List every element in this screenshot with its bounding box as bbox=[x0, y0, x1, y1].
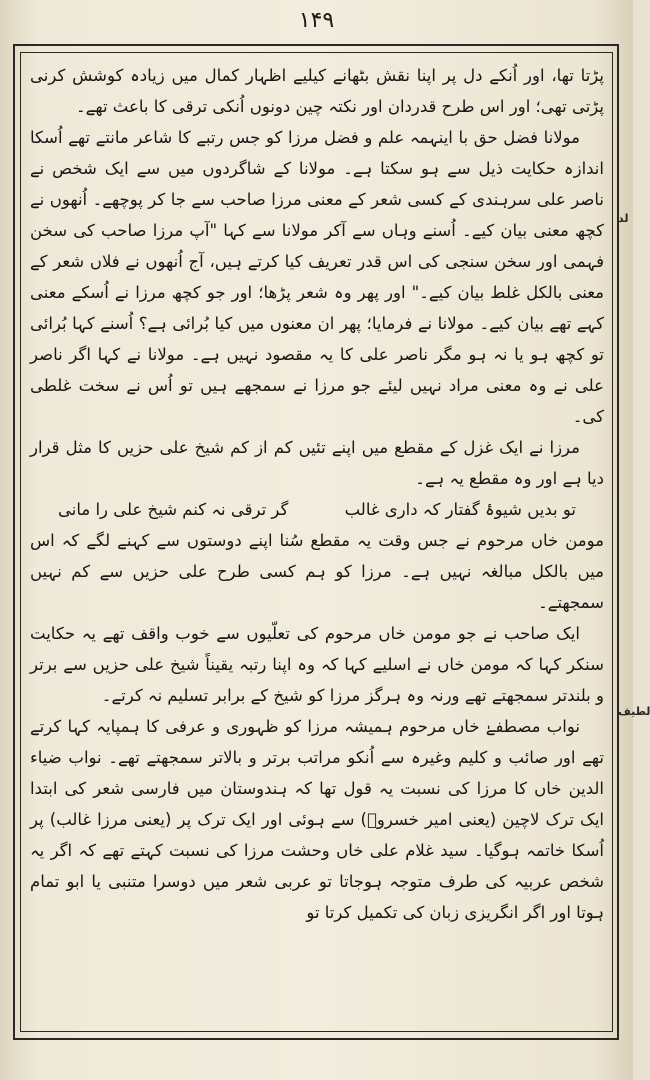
paragraph: پڑتا تھا، اور اُنکے دل پر اپنا نقش بٹھانے کیلیے اظہار کمال میں زیادہ کوشش کرنی پڑتی تھی؛ اور اس طرح قدردان اور نکتہ چین دونوں اُنکی ترقی کا باعث تھے۔ bbox=[30, 66, 604, 116]
couplet-second-hemistich: گر ترقی نہ کنم شیخ علی را مانی bbox=[58, 500, 289, 519]
paragraph: نواب مصطفےٰ خاں مرحوم ہمیشہ مرزا کو ظہوری و عرفی کا ہمپایہ کہا کرتے تھے اور صائب و کلیم وغیرہ سے اُنکو مراتب برتر و بالاتر سمجھتے تھے۔ نواب ضیاء الدین خاں کا مرزا کی نسبت یہ قول تھا کہ ہندوستان میں فارسی شعر کی ابتدا ایک ترک لاچین (یعنی امیر خسروؒ) سے ہوئی اور ایک ترک پر (یعنی مرزا غالب) پر اُسکا خاتمہ ہوگیا۔ سید غلام علی خاں وحشت مرزا کی نسبت کہتے تھے کہ اگر یہ شخص عربیہ کی طرف متوجہ ہوجاتا تو عربی شعر میں دوسرا متنبی یا ابو تمام ہوتا اور اگر انگریزی زبان کی تکمیل کرتا تو bbox=[30, 717, 604, 922]
paragraph: ایک صاحب نے جو مومن خاں مرحوم کی تعلّیوں سے خوب واقف تھے یہ حکایت سنکر کہا کہ مومن خاں نے اسلیے کہا کہ وہ اپنا رتبہ یقیناً شیخ علی حزیں سے برتر و بلندتر سمجھتے تھے ورنہ وہ ہرگز مرزا کو شیخ کے برابر تسلیم نہ کرتے۔ bbox=[30, 624, 604, 705]
couplet-first-hemistich: تو بدیں شیوۂ گفتار کہ داری غالب bbox=[344, 500, 576, 519]
poetry-couplet bbox=[30, 494, 604, 525]
paragraph: مرزا نے ایک غزل کے مقطع میں اپنے تئیں کم از کم شیخ علی حزیں کا مثل قرار دیا ہے اور وہ مقطع یہ ہے۔ bbox=[30, 438, 604, 488]
paragraph: مولانا فضل حق با اینہمہ علم و فضل مرزا کو جس رتبے کا شاعر مانتے تھے اُسکا اندازہ حکایت ذیل سے ہو سکتا ہے۔ مولانا کے شاگردوں میں سے ایک شخص نے ناصر علی سرہندی کے کسی شعر کے معنی مرزا صاحب سے جا کر پوچھے۔ اُنھوں نے کچھ معنی بیان کیے۔ اُسنے وہاں سے آکر مولانا سے کہا "آپ مرزا صاحب کی سخن فہمی اور سخن سنجی کی اس قدر تعریف کیا کرتے ہیں، آج اُنھوں نے فلاں شعر کے معنی بالکل غلط بیان کیے۔" اور پھر وہ شعر پڑھا؛ اور جو کچھ مرزا نے اُسکے معنی کہے تھے بیان کیے۔ مولانا نے فرمایا؛ پھر ان معنوں میں کیا بُرائی ہے؟ اُسنے کہا بُرائی تو کچھ ہو یا نہ ہو مگر ناصر علی کا یہ مقصود نہیں ہے۔ مولانا نے کہا اگر ناصر علی نے وہ معنی مراد نہیں لیئے جو مرزا نے سمجھے ہیں تو اُس نے سخت غلطی کی۔ bbox=[30, 128, 604, 426]
page-text bbox=[30, 60, 604, 1020]
margin-annotation: لد bbox=[618, 212, 629, 225]
paragraph: مومن خاں مرحوم نے جس وقت یہ مقطع سُنا اپنے دوستوں سے کہنے لگے کہ اس میں بالکل مبالغہ نہیں ہے۔ مرزا کو ہم کسی طرح علی حزیں سے کم نہیں سمجھتے۔ bbox=[30, 531, 604, 612]
page-number: ۱۴۹ bbox=[298, 8, 335, 33]
margin-annotation: لطیف bbox=[618, 705, 650, 718]
